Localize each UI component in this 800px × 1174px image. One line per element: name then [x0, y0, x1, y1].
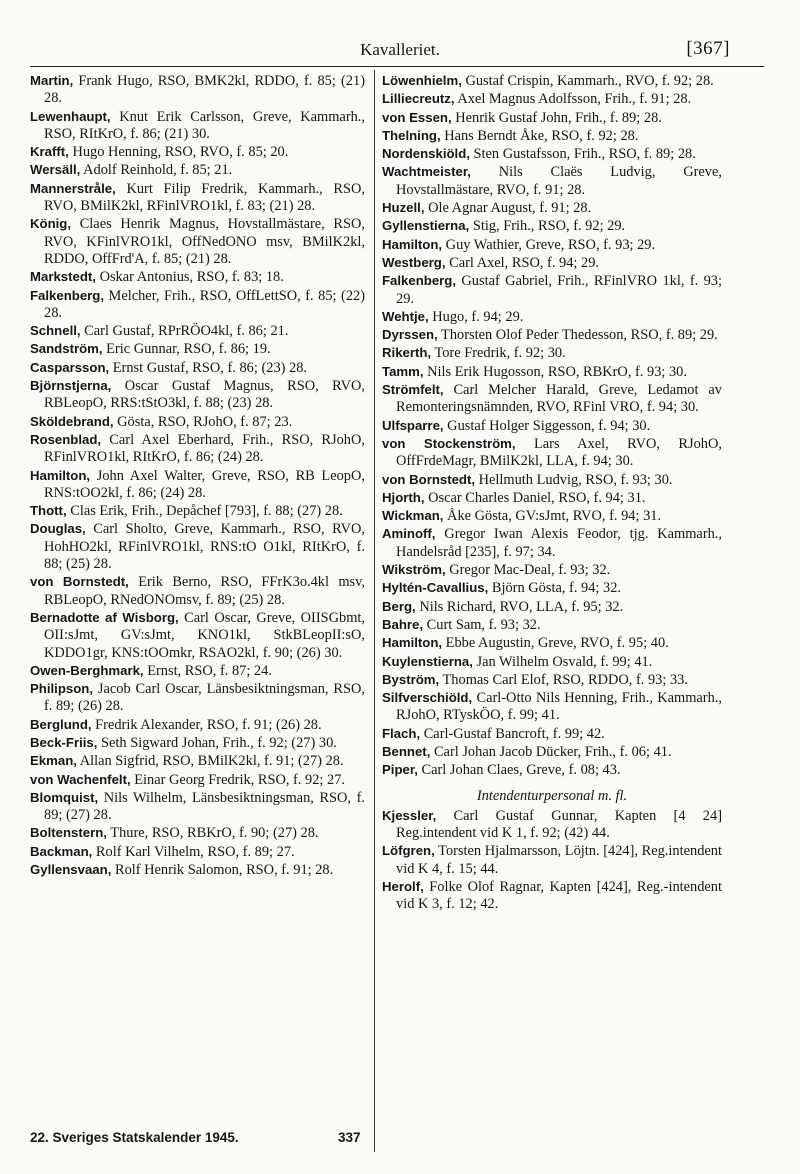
- entry-details: Stig, Frih., RSO, f. 92; 29.: [469, 218, 626, 235]
- entry-surname: Wersäll,: [30, 162, 81, 178]
- entry-surname: Markstedt,: [30, 269, 96, 285]
- register-entry: [382, 489, 722, 507]
- entry-surname: Hamilton,: [382, 236, 443, 252]
- register-entry: [382, 579, 722, 597]
- register-entry: [382, 272, 722, 308]
- header-rule: [30, 66, 764, 67]
- entry-surname: Aminoff,: [382, 526, 436, 542]
- entry-details: Oskar Antonius, RSO, f. 83; 18.: [95, 269, 284, 286]
- register-entry: [382, 634, 722, 652]
- entry-details: Rolf Karl Vilhelm, RSO, f. 89; 27.: [92, 843, 295, 860]
- entry-surname: von Wachenfelt,: [30, 771, 131, 787]
- register-entry: [30, 467, 365, 503]
- entry-details: Gösta, RSO, RJohO, f. 87; 23.: [113, 413, 293, 430]
- entry-surname: Beck-Friis,: [30, 734, 98, 750]
- entry-surname: Ulfsparre,: [382, 417, 444, 433]
- entry-details: Jan Wilhelm Osvald, f. 99; 41.: [472, 653, 653, 670]
- entry-surname: Philipson,: [30, 681, 94, 697]
- entry-details: Gustaf Holger Siggesson, f. 94; 30.: [443, 417, 651, 434]
- entry-details: Carl Johan Jacob Dücker, Frih., f. 06; 41.: [430, 743, 672, 760]
- entry-surname: Hyltén-Cavallius,: [382, 580, 489, 596]
- register-entry: [382, 308, 722, 326]
- entry-details: Carl-Gustaf Bancroft, f. 99; 42.: [420, 725, 605, 742]
- register-entry: [30, 161, 365, 179]
- page-title: Kavalleriet.: [360, 40, 440, 59]
- entry-surname: Rikerth,: [382, 345, 432, 361]
- entry-surname: Casparsson,: [30, 359, 110, 375]
- entry-details: Carl-Otto Nils Henning, Frih., Kammarh., RJohO, RTyskÖO, f. 99; 41.: [396, 690, 722, 724]
- entry-details: Thorsten Olof Peder Thedesson, RSO, f. 89; 29.: [437, 327, 718, 344]
- entry-surname: Ekman,: [30, 753, 77, 769]
- left-column: [30, 72, 365, 879]
- register-entry: [30, 413, 365, 431]
- entry-details: Hans Berndt Åke, RSO, f. 92; 28.: [440, 127, 639, 144]
- entry-details: Einar Georg Fredrik, RSO, f. 92; 27.: [130, 771, 346, 788]
- entry-details: Jacob Carl Oscar, Länsbesiktningsman, RSO, f. 89; (26) 28.: [44, 681, 365, 715]
- register-entry: [30, 716, 365, 734]
- entry-details: Carl Axel Eberhard, Frih., RSO, RJohO, RFinlVRO1kl, RItKrO, f. 86; (24) 28.: [44, 431, 365, 466]
- entry-details: Ebbe Augustin, Greve, RVO, f. 95; 40.: [442, 635, 669, 652]
- entry-details: Melcher, Frih., RSO, OffLettSO, f. 85; (22) 28.: [44, 287, 365, 321]
- entry-surname: Hamilton,: [30, 467, 91, 483]
- entry-surname: Schnell,: [30, 323, 81, 339]
- entry-surname: von Essen,: [382, 109, 452, 125]
- register-entry: [30, 789, 365, 825]
- entry-surname: Piper,: [382, 762, 418, 778]
- entry-details: Guy Wathier, Greve, RSO, f. 93; 29.: [442, 236, 656, 253]
- entry-surname: Thelning,: [382, 127, 441, 143]
- register-entry: [382, 616, 722, 634]
- entry-details: Carl Melcher Harald, Greve, Ledamot av Remonteringsnämnden, RVO, RFinl VRO, f. 94; 30.: [396, 382, 722, 416]
- entry-details: Claes Henrik Magnus, Hovstallmästare, RSO, RVO, KFinlVRO1kl, OffNedONO msv, BMilK2kl, RDDO, OffFrd'A, f. 85; (21) 28.: [44, 216, 365, 267]
- register-entry: [30, 359, 365, 377]
- entry-surname: von Bornstedt,: [30, 574, 129, 590]
- entry-surname: Mannerstråle,: [30, 180, 116, 196]
- entry-details: Allan Sigfrid, RSO, BMilK2kl, f. 91; (27) 28.: [76, 753, 344, 770]
- register-entry: [382, 127, 722, 145]
- entry-details: Carl Gustaf, RPrRÖO4kl, f. 86; 21.: [80, 323, 289, 340]
- entry-details: Oscar Gustaf Magnus, RSO, RVO, RBLeopO, RRS:tStO3kl, f. 88; (23) 28.: [44, 378, 365, 412]
- register-entry: [382, 417, 722, 435]
- entry-details: Clas Erik, Frih., Depåchef [793], f. 88; (27) 28.: [66, 503, 343, 520]
- register-entry: [382, 671, 722, 689]
- entry-details: Seth Sigward Johan, Frih., f. 92; (27) 30.: [97, 734, 337, 751]
- entry-details: Carl Oscar, Greve, OIISGbmt, OII:sJmt, GV:sJmt, KNO1kl, StkBLeopII:sO, KDDO1gr, KNS:tOOmkr, RSAO2kl, f. 90; (26) 30.: [44, 609, 366, 661]
- entry-details: Thure, RSO, RBKrO, f. 90; (27) 28.: [106, 825, 319, 842]
- entry-details: John Axel Walter, Greve, RSO, RB LeopO, RNS:tOO2kl, f. 86; (24) 28.: [44, 467, 365, 501]
- entry-details: Gregor Iwan Alexis Feodor, tjg. Kammarh., Handelsråd [235], f. 97; 34.: [396, 526, 722, 560]
- entry-details: Folke Olof Ragnar, Kapten [424], Reg.-intendent vid K 3, f. 12; 42.: [396, 879, 722, 913]
- entry-surname: Sköldebrand,: [30, 413, 114, 429]
- entry-surname: Hamilton,: [382, 635, 443, 651]
- entry-surname: Krafft,: [30, 144, 69, 160]
- entry-surname: Berg,: [382, 598, 416, 614]
- register-entry: [382, 344, 722, 362]
- register-entry: [382, 525, 722, 561]
- register-entry: [30, 143, 365, 161]
- entry-details: Oscar Charles Daniel, RSO, f. 94; 31.: [424, 489, 646, 506]
- register-entry: [382, 72, 722, 90]
- entry-surname: Wickman,: [382, 508, 444, 524]
- register-entry: [382, 725, 722, 743]
- entry-surname: Huzell,: [382, 200, 425, 216]
- entry-surname: Blomquist,: [30, 789, 99, 805]
- entry-details: Ernst, RSO, f. 87; 24.: [143, 662, 272, 679]
- entry-surname: Wachtmeister,: [382, 164, 471, 180]
- section-subheading: Intendenturpersonal m. fl.: [476, 787, 628, 804]
- entry-surname: Wehtje,: [382, 308, 429, 324]
- entry-details: Kurt Filip Fredrik, Kammarh., RSO, RVO, BMilK2kl, RFinlVRO1kl, f. 83; (21) 28.: [44, 180, 365, 215]
- entry-surname: Falkenberg,: [30, 287, 105, 303]
- register-entry: [30, 734, 365, 752]
- entry-surname: Falkenberg,: [382, 273, 457, 289]
- register-entry: [382, 109, 722, 127]
- register-entry: [382, 878, 722, 914]
- entry-details: Hugo Henning, RSO, RVO, f. 85; 20.: [68, 144, 289, 161]
- footer-publication: 22. Sveriges Statskalender 1945.: [30, 1130, 239, 1145]
- entry-surname: Löwenhielm,: [382, 73, 462, 88]
- register-entry: [382, 807, 722, 843]
- register-entry: [30, 322, 365, 340]
- register-entry: [382, 236, 722, 254]
- entry-surname: Sandström,: [30, 341, 103, 357]
- entry-surname: Nordenskiöld,: [382, 146, 470, 162]
- entry-surname: Wikström,: [382, 562, 446, 578]
- entry-surname: Björnstjerna,: [30, 378, 112, 394]
- entry-details: Carl Sholto, Greve, Kammarh., RSO, RVO, HohHO2kl, RFinlVRO1kl, RNS:tO O1kl, RItKrO, f. 88; (25) 28.: [44, 521, 365, 573]
- register-entry: [382, 743, 722, 761]
- footer-page-number: 337: [338, 1130, 361, 1145]
- register-entry: [30, 340, 365, 358]
- register-entry: [382, 761, 722, 779]
- right-column: [382, 72, 722, 914]
- entry-surname: Bahre,: [382, 616, 424, 632]
- register-entry: [30, 72, 365, 108]
- register-entry: [382, 199, 722, 217]
- entry-details: Rolf Henrik Salomon, RSO, f. 91; 28.: [111, 862, 334, 879]
- entry-details: Carl Axel, RSO, f. 94; 29.: [445, 254, 600, 271]
- register-entry: [30, 287, 365, 323]
- entry-details: Carl Gustaf Gunnar, Kapten [4 24] Reg.intendent vid K 1, f. 92; (42) 44.: [396, 807, 722, 842]
- entry-surname: Bennet,: [382, 743, 431, 759]
- entry-surname: Herolf,: [382, 879, 424, 895]
- column-divider: [374, 70, 375, 1152]
- register-entry: [382, 254, 722, 272]
- entry-details: Knut Erik Carlsson, Greve, Kammarh., RSO, RItKrO, f. 86; (21) 30.: [44, 108, 365, 142]
- register-entry: [382, 145, 722, 163]
- entry-surname: Silfverschiöld,: [382, 690, 473, 706]
- page-number-bracket: [367]: [686, 38, 730, 59]
- entry-surname: Hjorth,: [382, 489, 425, 505]
- register-entry: [30, 843, 365, 861]
- entry-surname: Byström,: [382, 671, 440, 687]
- register-entry: [30, 752, 365, 770]
- entry-surname: Strömfelt,: [382, 382, 444, 398]
- register-entry: [30, 431, 365, 467]
- entry-details: Eric Gunnar, RSO, f. 86; 19.: [102, 341, 271, 358]
- entry-surname: Gyllensvaan,: [30, 862, 112, 878]
- entry-details: Gregor Mac-Deal, f. 93; 32.: [445, 562, 611, 579]
- entry-surname: Backman,: [30, 843, 93, 859]
- register-entry: [30, 573, 365, 609]
- entry-details: Gustaf Gabriel, Frih., RFinlVRO 1kl, f. 93; 29.: [396, 273, 722, 307]
- entry-details: Hellmuth Ludvig, RSO, f. 93; 30.: [475, 471, 673, 488]
- register-entry: [30, 502, 365, 520]
- entry-details: Henrik Gustaf John, Frih., f. 89; 28.: [451, 109, 662, 126]
- entry-surname: König,: [30, 216, 72, 232]
- entry-surname: Löfgren,: [382, 843, 435, 859]
- entry-details: Nils Richard, RVO, LLA, f. 95; 32.: [415, 598, 624, 615]
- entry-details: Torsten Hjalmarsson, Löjtn. [424], Reg.intendent vid K 4, f. 15; 44.: [396, 843, 722, 877]
- register-entry: [30, 680, 365, 716]
- register-entry: [382, 363, 722, 381]
- register-entry: [382, 507, 722, 525]
- register-entry: [30, 268, 365, 286]
- register-entry: [30, 824, 365, 842]
- entry-details: Ernst Gustaf, RSO, f. 86; (23) 28.: [109, 359, 308, 376]
- entry-surname: Martin,: [30, 73, 74, 88]
- entry-details: Carl Johan Claes, Greve, f. 08; 43.: [417, 762, 621, 779]
- register-entry: [382, 217, 722, 235]
- register-entry: [30, 108, 365, 144]
- entry-surname: Bernadotte af Wisborg,: [30, 609, 179, 625]
- register-entry: [382, 689, 722, 725]
- register-entry: [382, 471, 722, 489]
- entry-details: Fredrik Alexander, RSO, f. 91; (26) 28.: [91, 716, 322, 733]
- entry-surname: Dyrssen,: [382, 327, 438, 343]
- entry-details: Sten Gustafsson, Frih., RSO, f. 89; 28.: [469, 146, 696, 163]
- entry-details: Thomas Carl Elof, RSO, RDDO, f. 93; 33.: [439, 671, 688, 688]
- entry-surname: Kjessler,: [382, 807, 437, 823]
- register-entry: [30, 520, 365, 573]
- entry-surname: Kuylenstierna,: [382, 653, 473, 669]
- entry-surname: von Stockenström,: [382, 435, 516, 451]
- register-entry: [30, 180, 365, 216]
- entry-surname: Douglas,: [30, 521, 86, 537]
- entry-details: Björn Gösta, f. 94; 32.: [488, 580, 621, 597]
- register-entry: [382, 653, 722, 671]
- register-entry: [382, 381, 722, 417]
- entry-details: Hugo, f. 94; 29.: [428, 308, 524, 325]
- register-entry: [382, 435, 722, 471]
- register-entry: [30, 215, 365, 268]
- entry-details: Tore Fredrik, f. 92; 30.: [431, 345, 566, 362]
- register-entry: [382, 842, 722, 878]
- register-entry: [30, 609, 365, 662]
- register-entry: [382, 90, 722, 108]
- register-entry: [30, 662, 365, 680]
- register-entry: [382, 598, 722, 616]
- entry-details: Axel Magnus Adolfsson, Frih., f. 91; 28.: [454, 91, 692, 108]
- entry-surname: Rosenblad,: [30, 431, 102, 447]
- entry-surname: Flach,: [382, 725, 421, 741]
- entry-details: Curt Sam, f. 93; 32.: [423, 616, 541, 633]
- entry-surname: Westberg,: [382, 254, 446, 270]
- entry-details: Erik Berno, RSO, FFrK3o.4kl msv, RBLeopO, RNedONOmsv, f. 89; (25) 28.: [44, 574, 366, 608]
- entry-surname: Owen-Berghmark,: [30, 662, 144, 678]
- entry-surname: von Bornstedt,: [382, 471, 476, 487]
- entry-details: Nils Erik Hugosson, RSO, RBKrO, f. 93; 30.: [423, 363, 687, 380]
- entry-details: Adolf Reinhold, f. 85; 21.: [80, 162, 233, 179]
- entry-surname: Tamm,: [382, 363, 424, 379]
- register-entry: [30, 771, 365, 789]
- entry-details: Nils Wilhelm, Länsbesiktningsman, RSO, f. 89; (27) 28.: [44, 789, 365, 824]
- entry-details: Ole Agnar August, f. 91; 28.: [424, 200, 592, 217]
- entry-details: Åke Gösta, GV:sJmt, RVO, f. 94; 31.: [443, 508, 662, 525]
- register-entry: [382, 326, 722, 344]
- footer: [30, 1130, 361, 1145]
- entry-details: Nils Claës Ludvig, Greve, Hovstallmästare, RVO, f. 91; 28.: [396, 164, 722, 198]
- entry-surname: Boltenstern,: [30, 825, 107, 841]
- entry-surname: Lilliecreutz,: [382, 91, 455, 107]
- entry-surname: Berglund,: [30, 716, 92, 732]
- entry-details: Lars Axel, RVO, RJohO, OffFrdeMagr, BMilK2kl, LLA, f. 94; 30.: [396, 435, 722, 470]
- register-entry: [30, 861, 365, 879]
- entry-details: Frank Hugo, RSO, BMK2kl, RDDO, f. 85; (21) 28.: [44, 73, 365, 107]
- entry-surname: Gyllenstierna,: [382, 218, 470, 234]
- register-entry: [382, 163, 722, 199]
- register-entry: [30, 377, 365, 413]
- entry-details: Gustaf Crispin, Kammarh., RVO, f. 92; 28.: [461, 73, 714, 89]
- entry-surname: Lewenhaupt,: [30, 108, 111, 124]
- register-entry: [382, 561, 722, 579]
- entry-surname: Thott,: [30, 503, 67, 519]
